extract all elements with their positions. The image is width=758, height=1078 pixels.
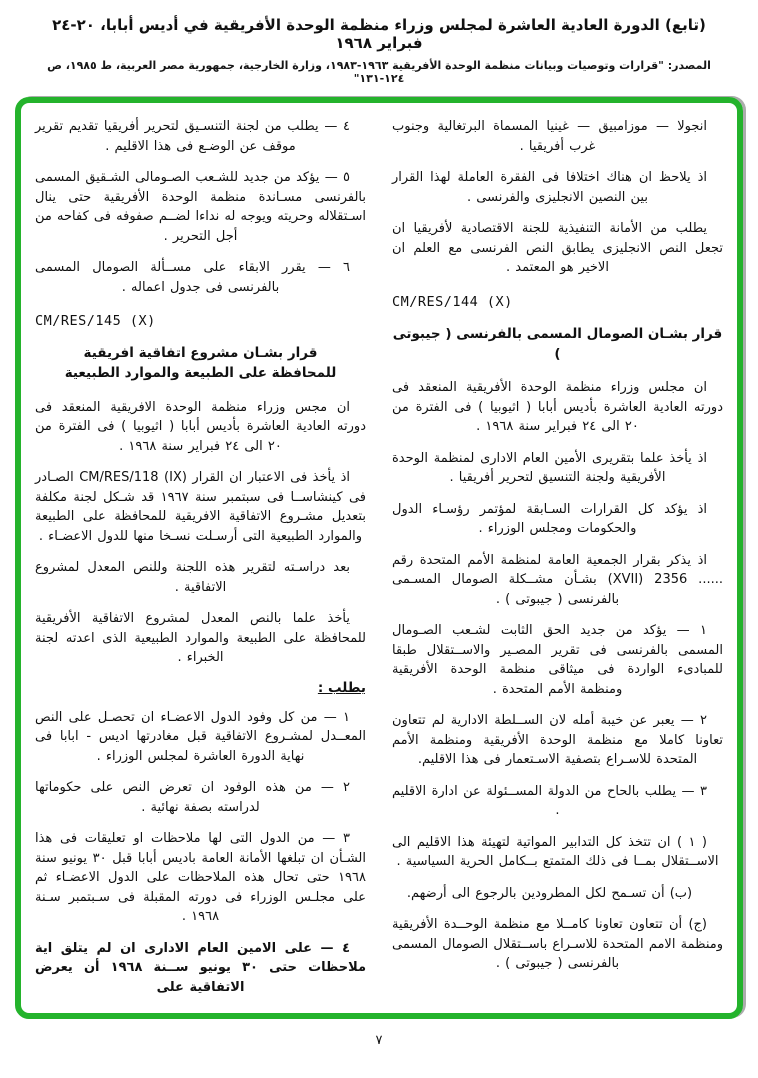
- page-header: [0, 0, 758, 85]
- paragraph: ٢ — يعبر عن خيبة أمله لان الســلطة الادارية لم تتعاون تعاونا كاملا مع منظمة الوحدة الأفريقية ومنظمة الأمم المتحدة للاسـراع بتصفية الاسـتعمار فى هذا الاقليم.: [392, 713, 723, 767]
- resolution-title: [35, 343, 366, 384]
- paragraph: اذ يأخذ علما بتقريرى الأمين العام الادارى لمنظمة الوحدة الأفريقية ولجنة التنسيق لتحرير أفريقيا .: [392, 450, 707, 485]
- paragraph: ١ — من كل وفود الدول الاعضـاء ان تحصـل على النص المعــدل لمشـروع الاتفاقية قبل مغادرتها اديس - ابابا فى نهاية الدورة العاشرة لمجلس الوزراء .: [35, 709, 366, 764]
- resolution-number: CM/RES/144 (X): [392, 293, 513, 310]
- page-source-line: المصدر: "قرارات وتوصيات وبيانات منظمة الوحدة الأفريقية ١٩٦٣-١٩٨٣، وزارة الخارجية، جمهورية مصر العربية، ط ١٩٨٥، ص ١٢٤-١٣١": [47, 59, 711, 85]
- paragraph: ٤ — على الامين العام الادارى ان لم يتلق اية ملاحظات حتى ٣٠ يونيو ســنة ١٩٦٨ أن يعرض الاتفاقية على: [35, 940, 366, 995]
- requests-label: يطلب :: [317, 679, 366, 696]
- two-column-layout: [35, 117, 723, 1007]
- paragraph: يطلب من الأمانة التنفيذية للجنة الاقتصادية لأفريقيا ان تجعل النص الانجليزى يطابق النص الفرنسى مع العلم ان الاخير هو المعتمد .: [392, 221, 723, 275]
- paragraph: اذ يذكر بقرار الجمعية العامة لمنظمة الأمم المتحدة رقم ...... 2356 (XVII) بشـأن مشــكلة الصومال المسـمى بالفرنسى ( جيبوتى ) .: [392, 552, 723, 607]
- page-number: ٧: [375, 1033, 383, 1048]
- paragraph: ان مجلس وزراء منظمة الوحدة الأفريقية المنعقد فى دورته العادية العاشرة بأديس أبابا ( اثيوبيا ) فى الفترة من ٢٠ الى ٢٤ فبراير سنة ١٩٦٨ .: [392, 380, 723, 434]
- paragraph: (ج) أن تتعاون تعاونا كامــلا مع منظمة الوحــدة الأفريقية ومنظمة الامم المتحدة للاسـراع باســتقلال الصومال المسمى بالفرنسى ( جيبوتى ) .: [392, 917, 723, 971]
- paragraph: اذ يؤكد كل القرارات السـابقة لمؤتمر رؤسـاء الدول والحكومات ومجلس الوزراء .: [392, 501, 707, 536]
- paragraph: ٥ — يؤكد من جديد للشـعب الصـومالى الشـقيق المسمى بالفرنسى مسـاندة منظمة الوحدة الأفريقية حتى ينال اسـتقلاله وحريته ويوجه له نداءا لضــم صفوفه فى كفاحه من أجل التحرير .: [35, 170, 366, 244]
- paragraph: ٢ — من هذه الوفود ان تعرض النص على حكوماتها لدراسته بصفة نهائية .: [35, 780, 350, 815]
- page-header-title: (تابع) الدورة العادية العاشرة لمجلس وزراء منظمة الوحدة الأفريقية في أديس أبابا، ٢٠-٢٤ فبراير ١٩٦٨: [52, 16, 706, 52]
- resolution-number: CM/RES/145 (X): [35, 313, 156, 329]
- resolution-title-line-2: للمحافظة على الطبيعة والموارد الطبيعية: [64, 365, 337, 382]
- paragraph: ١ — يؤكد من جديد الحق الثابت لشـعب الصـومال المسمى بالفرنسى فى تقرير المصـير والاســتقلال طبقا للمبادىء الواردة فى ميثاقى منظمة الوحدة الأفريقية ومنظمة الأمم المتحدة .: [392, 623, 723, 697]
- paragraph: (ب) أن تسـمح لكل المطرودين بالرجوع الى أرضهم.: [406, 885, 693, 901]
- paragraph: ٤ — يطلب من لجنة التنسـيق لتحرير أفريقيا تقديم تقرير موقف عن الوضـع فى هذا الاقليم .: [35, 119, 350, 154]
- paragraph: ٣ — يطلب بالحاح من الدولة المســئولة عن ادارة الاقليم .: [392, 783, 707, 818]
- content-frame: [15, 97, 743, 1019]
- resolution-title-line-1: قرار بشـان مشروع اتفاقية افريقية: [83, 345, 318, 361]
- column-left: [35, 117, 366, 1007]
- paragraph: ( ١ ) ان تتخذ كل التدابير المواتية لتهيئة هذا الاقليم الى الاســتقلال بمــا فى ذلك المتمتع بــكامل الحرية السياسية .: [392, 834, 719, 869]
- paragraph: بعد دراسـته لتقرير هذه اللجنة وللنص المعدل لمشروع الاتفاقية .: [35, 560, 350, 595]
- paragraph: ان مجس وزراء منظمة الوحدة الافريقية المنعقد فى دورته العادية العاشرة بأديس أبابا ( اثيوبيا ) فى الفترة من ٢٠ الى ٢٤ فبراير سنة ١٩٦٨ .: [35, 399, 366, 454]
- paragraph: انجولا — موزامبيق — غينيا المسماة البرتغالية وجنوب غرب أفريقيا .: [392, 119, 707, 154]
- paragraph: يأخذ علما بالنص المعدل لمشروع الاتفاقية الأفريقية للمحافظة على الطبيعة والموارد الطبيعية الذى اعدته لجنة الخبراء .: [35, 611, 366, 665]
- paragraph: اذ يأخذ فى الاعتبار ان القرار CM/RES/118 (IX) الصـادر فى كينشاســا فى سبتمبر سنة ١٩٦٧ قد شـكل لجنة مكلفة بتعديل مشـروع الاتفاقية الافريقية للمحافظة على الطبيعة والموارد الطبيعية التى أرسـلت نسـخا منها للدول الاعضـاء .: [35, 470, 366, 544]
- column-right: [392, 117, 723, 1007]
- paragraph: ٦ — يقرر الابقاء على مســألة الصومال المسمى بالفرنسى فى جدول اعماله .: [35, 260, 350, 295]
- resolution-title: قرار بشـان الصومال المسمى بالفرنسى ( جيبوتى ): [392, 325, 723, 362]
- paragraph: اذ يلاحظ ان هناك اختلافا فى الفقرة العاملة لهذا القرار بين النصين الانجليزى والفرنسى .: [392, 170, 707, 205]
- paragraph: ٣ — من الدول التى لها ملاحظات او تعليقات فى هذا الشـأن ان تبلغها الأمانة العامة باديس أبابا قبل ٣٠ يونيو سنة ١٩٦٨ حتى تحال هذه الملاحظات على الدول الاعضـاء ثم على مجلـس الوزراء فى دورته المقبلة فى سـبتمبر سـنة ١٩٦٨ .: [35, 831, 366, 924]
